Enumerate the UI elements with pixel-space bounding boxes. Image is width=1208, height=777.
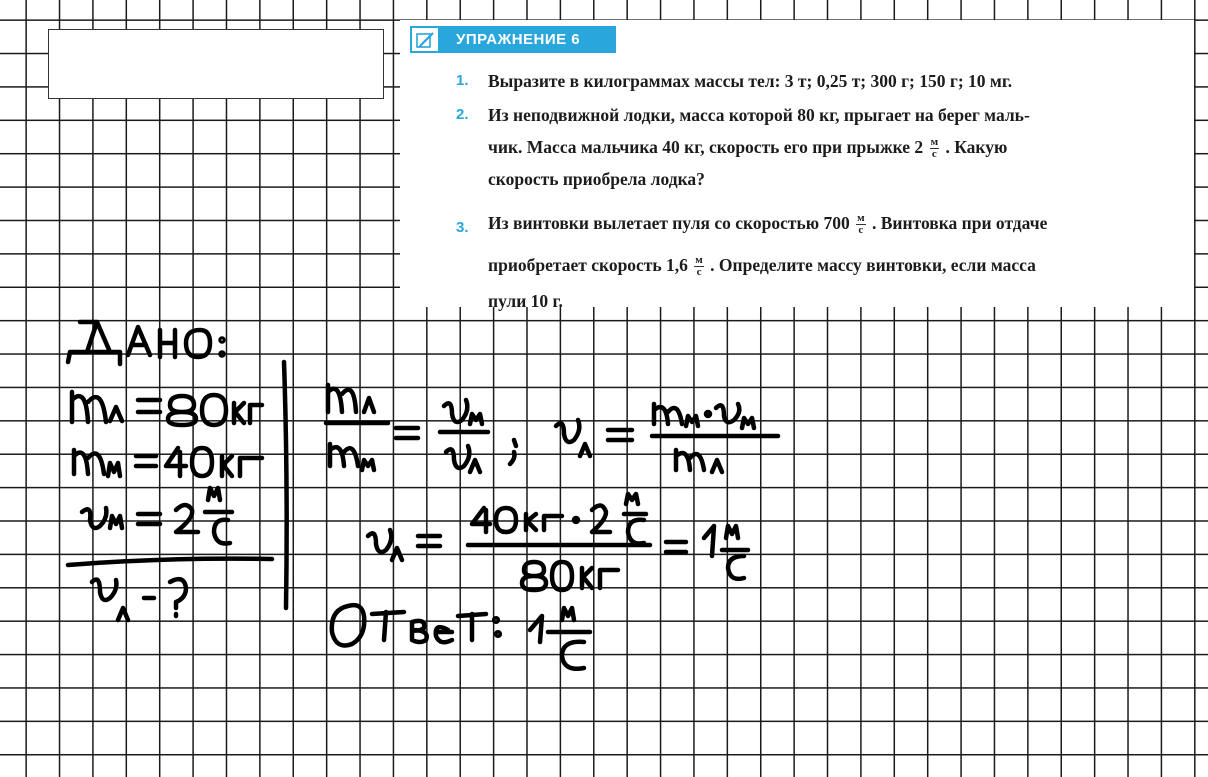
unit-denominator: с — [858, 224, 864, 237]
given-separator — [68, 559, 272, 565]
given-bracket — [284, 362, 287, 608]
task-number: 1. — [456, 72, 469, 89]
task-line: пули 10 г. — [488, 291, 563, 311]
unit-numerator: м — [930, 136, 939, 149]
task-number: 3. — [456, 219, 469, 236]
given-line-3-handwriting — [82, 488, 232, 544]
task-number: 2. — [456, 106, 469, 123]
task-line: скорость приобрела лодка? — [488, 169, 705, 189]
task-text: Из винтовки вылетает пуля со скоростью 700 — [488, 213, 850, 233]
task-text: . Определите массу винтовки, если масса — [710, 255, 1036, 275]
unit-numerator: м — [695, 254, 703, 267]
task-text: . Какую — [945, 137, 1008, 157]
answer-handwriting — [332, 605, 590, 669]
task-text: приобретает скорость 1,6 — [488, 255, 688, 275]
unit-denominator: с — [931, 148, 937, 161]
calculation-handwriting — [368, 494, 748, 590]
task-text: Выразите в килограммах массы тел: 3 т; 0,25 т; 300 г; 150 г; 10 мг. — [488, 71, 1013, 91]
given-title-handwriting — [68, 322, 224, 364]
task-text: чик. Масса мальчика 40 кг, скорость его при прыжке 2 — [488, 137, 924, 157]
task-line: Из неподвижной лодки, масса которой 80 кг, прыгает на берег маль- — [488, 105, 1030, 125]
task-text: . Винтовка при отдаче — [871, 213, 1048, 233]
given-line-1-handwriting — [72, 392, 262, 425]
formula-handwriting — [326, 385, 778, 472]
find-line-handwriting — [92, 579, 186, 620]
given-line-2-handwriting — [74, 448, 262, 476]
unit-numerator: м — [857, 212, 865, 225]
exercise-title: УПРАЖНЕНИЕ 6 — [440, 26, 616, 53]
unit-denominator: с — [696, 266, 702, 279]
